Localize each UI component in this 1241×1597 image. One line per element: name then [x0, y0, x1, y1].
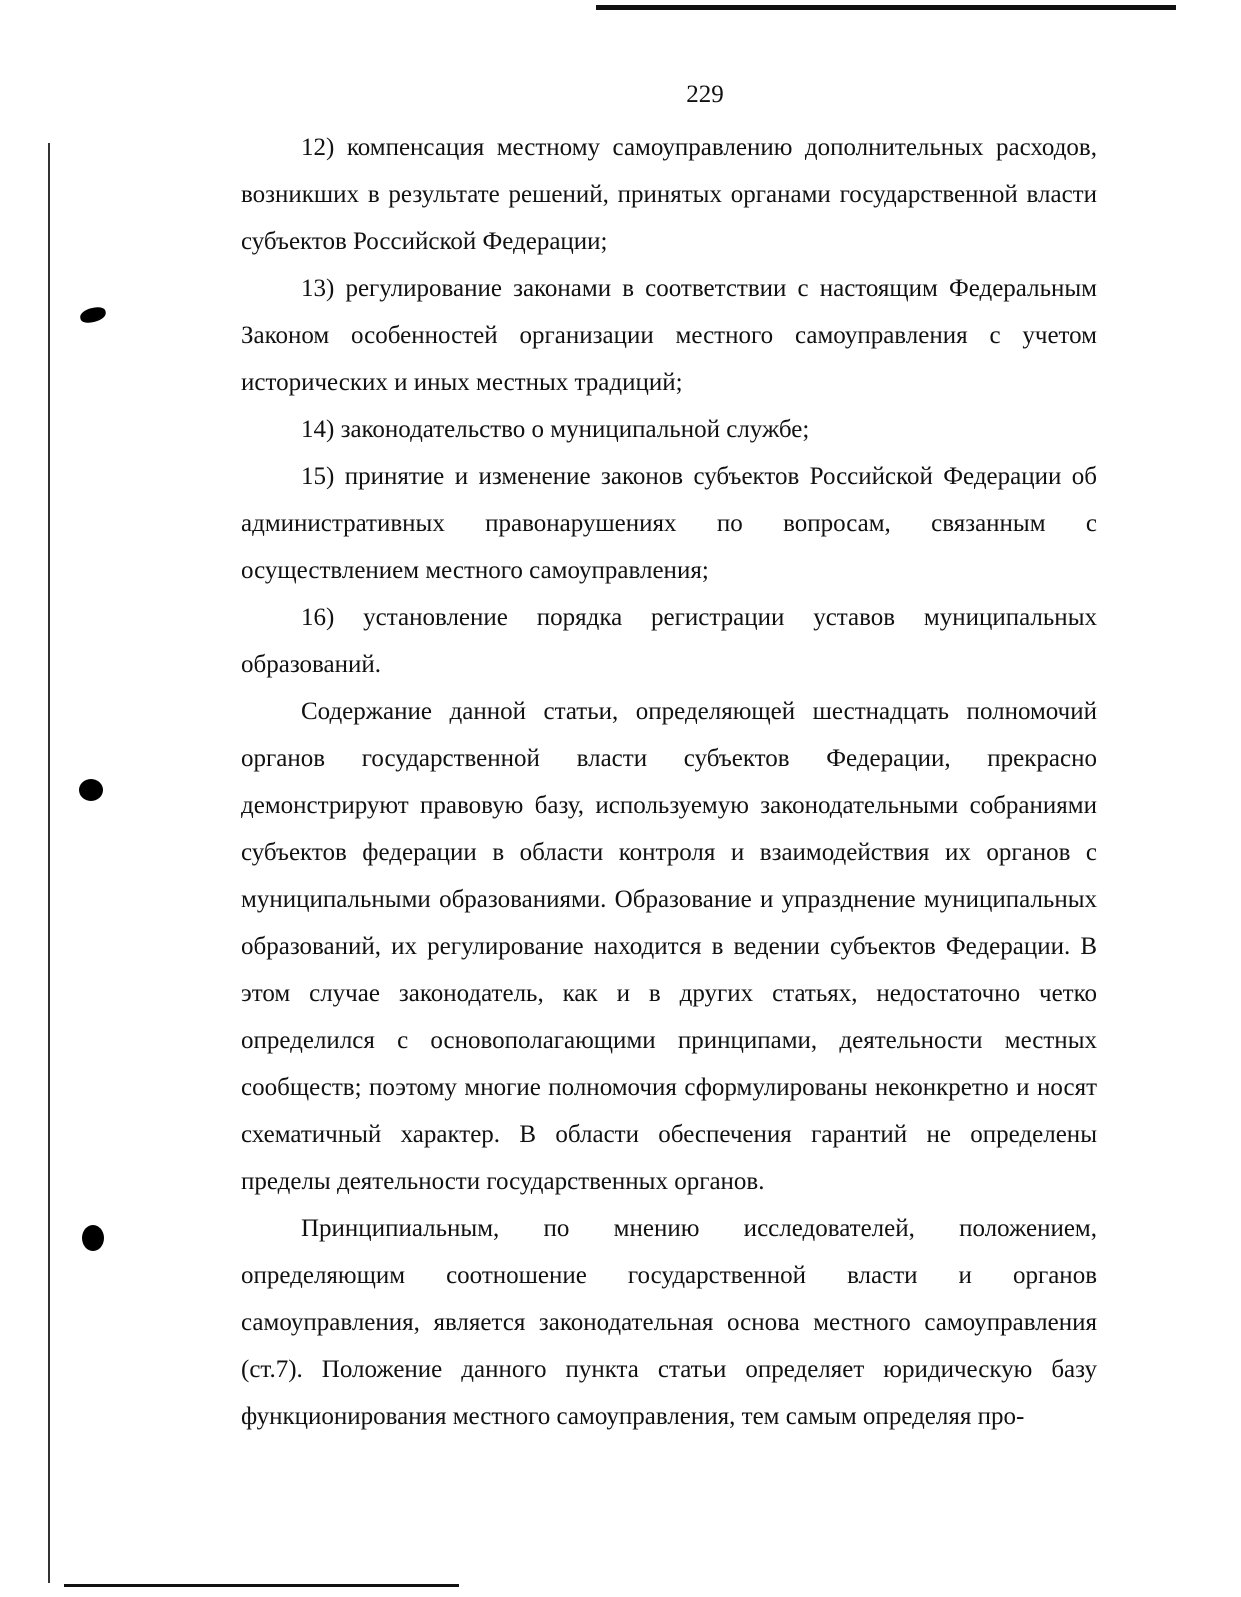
list-item-13: 13) регулирование законами в соответствии с настоящим Федеральным Законом особенностей организации местного самоуправления с учетом исторических и иных местных традиций;	[241, 275, 1097, 396]
list-item-15: 15) принятие и изменение законов субъектов Российской Федерации об административных правонарушениях по вопросам, связанным с осуществлением местного самоуправления;	[241, 463, 1097, 584]
body-paragraph: Содержание данной статьи, определяющей шестнадцать полномочий органов государственной власти субъектов Федерации, прекрасно демонстрируют правовую базу, используемую законодательными собраниями субъектов федерации в области контроля и взаимодействия их органов с муниципальными образованиями. Образование и упразднение муниципальных образований, их регулирование находится в ведении субъектов Федерации. В этом случае законодатель, как и в других статьях, недостаточно четко определился с основополагающими принципами, деятельности местных сообществ; поэтому многие полномочия сформулированы неконкретно и носят схематичный характер. В области обеспечения гарантий не определены пределы деятельности государственных органов.	[241, 698, 1097, 1195]
list-item-14: 14) законодательство о муниципальной службе;	[301, 416, 810, 443]
body-text	[241, 124, 1097, 1440]
scan-blot-mark	[79, 305, 107, 324]
left-margin-line	[48, 143, 50, 1583]
page-number: 229	[686, 81, 724, 108]
top-border-line	[596, 5, 1176, 10]
body-paragraph: Принципиальным, по мнению исследователей, положением, определяющим соотношение государственной власти и органов самоуправления, является законодательная основа местного самоуправления (ст.7). Положение данного пункта статьи определяет юридическую базу функционирования местного самоуправления, тем самым определяя про-	[241, 1215, 1097, 1430]
scan-blot-mark	[82, 1225, 104, 1251]
scan-blot-mark	[79, 779, 103, 801]
bottom-border-line	[64, 1584, 459, 1587]
list-item-16: 16) установление порядка регистрации уставов муниципальных образований.	[241, 604, 1097, 678]
list-item-12: 12) компенсация местному самоуправлению дополнительных расходов, возникших в результате решений, принятых органами государственной власти субъектов Российской Федерации;	[241, 134, 1097, 255]
